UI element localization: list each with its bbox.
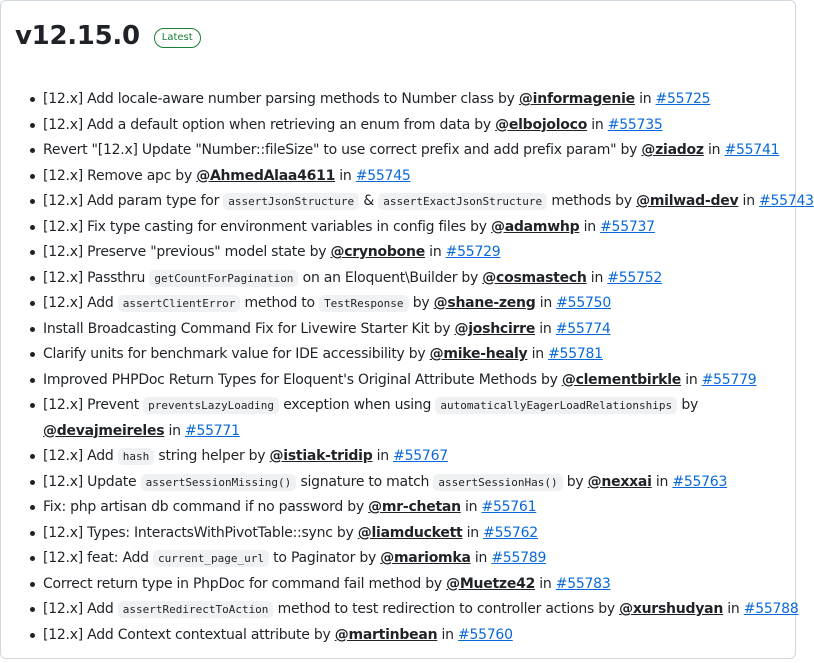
- author-link[interactable]: @nexxai: [587, 473, 652, 490]
- item-text: in: [587, 116, 608, 133]
- item-text: Correct return type in PhpDoc for command fail method by: [43, 575, 447, 592]
- item-text: Revert "[12.x] Update "Number::fileSize" to use correct prefix and add prefix param" by: [43, 142, 642, 158]
- pull-request-link[interactable]: #55781: [548, 346, 603, 362]
- item-text: in: [437, 626, 458, 643]
- pull-request-link[interactable]: #55745: [355, 167, 411, 184]
- list-item: [27, 546, 797, 572]
- pull-request-link[interactable]: #55743: [759, 193, 814, 209]
- author-link[interactable]: @martinbean: [334, 626, 438, 643]
- code-snippet: assertJsonStructure: [223, 193, 359, 210]
- pull-request-link[interactable]: #55761: [481, 499, 537, 515]
- item-text: in: [535, 295, 557, 311]
- item-text: [12.x] Preserve "previous" model state by: [43, 244, 331, 260]
- item-text: [12.x] Prevent: [43, 397, 144, 413]
- pull-request-link[interactable]: #55762: [483, 524, 538, 541]
- pull-request-link[interactable]: #55752: [607, 269, 663, 286]
- code-snippet: TestResponse: [319, 295, 408, 312]
- pull-request-link[interactable]: #55741: [724, 142, 780, 158]
- list-item: [27, 368, 797, 394]
- author-link[interactable]: @istiak-tridip: [269, 448, 373, 464]
- list-item: [27, 572, 797, 598]
- list-item: [27, 138, 797, 164]
- list-item: [27, 87, 797, 113]
- item-text: in: [535, 575, 556, 592]
- list-item: [27, 240, 797, 266]
- item-text: Install Broadcasting Command Fix for Livewire Starter Kit by: [43, 320, 455, 337]
- author-link[interactable]: @ziadoz: [641, 142, 704, 158]
- author-link[interactable]: @mariomka: [380, 550, 471, 566]
- release-notes-list: [27, 87, 814, 648]
- item-text: [12.x] Add: [43, 601, 118, 617]
- list-item: [27, 113, 797, 139]
- item-text: in: [335, 167, 356, 184]
- pull-request-link[interactable]: #55767: [393, 448, 448, 464]
- item-text: in: [651, 473, 673, 490]
- item-text: in: [470, 550, 492, 566]
- author-link[interactable]: @liamduckett: [357, 524, 463, 541]
- item-text: &: [359, 193, 379, 209]
- item-text: in: [527, 346, 549, 362]
- author-link[interactable]: @joshcirre: [454, 320, 536, 337]
- latest-badge: Latest: [154, 28, 201, 48]
- release-header: [15, 21, 201, 51]
- item-text: Clarify units for benchmark value for IDE accessibility by: [43, 346, 430, 362]
- release-version-title[interactable]: v12.15.0: [15, 21, 140, 51]
- item-text: [12.x] Add: [43, 448, 118, 464]
- list-item: [27, 266, 797, 292]
- item-text: by: [562, 473, 588, 490]
- author-link[interactable]: @crynobone: [330, 244, 425, 260]
- code-snippet: hash: [118, 448, 155, 465]
- pull-request-link[interactable]: #55763: [672, 473, 728, 490]
- item-text: string helper by: [154, 448, 270, 464]
- pull-request-link[interactable]: #55750: [556, 295, 611, 311]
- code-snippet: automaticallyEagerLoadRelationships: [435, 397, 677, 414]
- author-link[interactable]: @mike-healy: [429, 346, 528, 362]
- code-snippet: assertSessionHas(): [433, 474, 562, 491]
- code-snippet: getCountForPagination: [149, 270, 298, 287]
- list-item: [27, 317, 797, 343]
- item-text: [12.x] Add locale-aware number parsing methods to Number class by: [43, 91, 519, 107]
- item-text: [12.x] Fix type casting for environment variables in config files by: [43, 218, 491, 235]
- pull-request-link[interactable]: #55771: [184, 422, 240, 439]
- author-link[interactable]: @devajmeireles: [43, 422, 165, 439]
- item-text: Improved PHPDoc Return Types for Eloquent's Original Attribute Methods by: [43, 371, 562, 388]
- item-text: signature to match: [296, 473, 434, 490]
- list-item: [27, 495, 797, 521]
- item-text: in: [462, 524, 484, 541]
- pull-request-link[interactable]: #55779: [701, 371, 757, 388]
- item-text: [12.x] Types: InteractsWithPivotTable::sync by: [43, 524, 358, 541]
- item-text: method to: [240, 295, 320, 311]
- list-item: [27, 291, 797, 317]
- item-text: in: [164, 422, 185, 439]
- pull-request-link[interactable]: #55783: [555, 575, 611, 592]
- pull-request-link[interactable]: #55725: [655, 91, 711, 107]
- item-text: in: [738, 193, 760, 209]
- code-snippet: assertExactJsonStructure: [378, 193, 547, 210]
- item-text: to Paginator by: [268, 550, 381, 566]
- list-item: [27, 342, 797, 368]
- item-text: in: [586, 269, 608, 286]
- item-text: Fix: php artisan db command if no password by: [43, 499, 369, 515]
- list-item: [27, 215, 797, 241]
- list-item: [27, 470, 797, 496]
- item-text: in: [535, 320, 556, 337]
- pull-request-link[interactable]: #55735: [607, 116, 663, 133]
- pull-request-link[interactable]: #55729: [445, 244, 501, 260]
- code-snippet: preventsLazyLoading: [143, 397, 279, 414]
- list-item: [27, 521, 797, 547]
- list-item: [27, 189, 814, 215]
- item-text: method to test redirection to controller actions by: [273, 601, 620, 617]
- pull-request-link[interactable]: #55760: [457, 626, 513, 643]
- item-text: methods by: [547, 193, 637, 209]
- item-text: [12.x] Add: [43, 295, 118, 311]
- code-snippet: current_page_url: [153, 550, 269, 567]
- pull-request-link[interactable]: #55737: [600, 218, 655, 235]
- item-text: [12.x] Remove apc by: [43, 167, 197, 184]
- item-text: [12.x] Update: [43, 473, 141, 490]
- author-link[interactable]: @mr-chetan: [368, 499, 461, 515]
- item-text: [12.x] Add Context contextual attribute by: [43, 626, 335, 643]
- item-text: by: [408, 295, 434, 311]
- item-text: by: [677, 397, 699, 413]
- pull-request-link[interactable]: #55788: [743, 601, 799, 617]
- item-text: in: [634, 91, 656, 107]
- list-item: [27, 597, 797, 623]
- item-text: [12.x] feat: Add: [43, 550, 154, 566]
- author-link[interactable]: @adamwhp: [490, 218, 580, 235]
- item-text: in: [681, 371, 702, 388]
- item-text: [12.x] Passthru: [43, 269, 150, 286]
- pull-request-link[interactable]: #55774: [555, 320, 611, 337]
- author-link[interactable]: @milwad-dev: [636, 193, 739, 209]
- item-text: [12.x] Add a default option when retrieving an enum from data by: [43, 116, 496, 133]
- author-link[interactable]: @clementbirkle: [561, 371, 681, 388]
- code-snippet: assertClientError: [118, 295, 241, 312]
- pull-request-link[interactable]: #55789: [491, 550, 547, 566]
- item-text: in: [372, 448, 394, 464]
- item-text: [12.x] Add param type for: [43, 193, 224, 209]
- list-item: [27, 393, 793, 444]
- author-link[interactable]: @elbojoloco: [495, 116, 588, 133]
- author-link[interactable]: @xurshudyan: [619, 601, 724, 617]
- code-snippet: assertRedirectToAction: [118, 601, 274, 618]
- item-text: exception when using: [279, 397, 436, 413]
- item-text: in: [579, 218, 601, 235]
- list-item: [27, 444, 797, 470]
- code-snippet: assertSessionMissing(): [141, 474, 297, 491]
- item-text: in: [723, 601, 744, 617]
- author-link[interactable]: @shane-zeng: [433, 295, 536, 311]
- item-text: in: [424, 244, 446, 260]
- author-link[interactable]: @AhmedAlaa4611: [196, 167, 336, 184]
- item-text: in: [460, 499, 482, 515]
- list-item: [27, 164, 797, 190]
- author-link[interactable]: @cosmastech: [482, 269, 587, 286]
- item-text: in: [703, 142, 725, 158]
- author-link[interactable]: @informagenie: [518, 91, 635, 107]
- author-link[interactable]: @Muetze42: [446, 575, 536, 592]
- list-item: [27, 623, 797, 649]
- item-text: on an Eloquent\Builder by: [298, 269, 483, 286]
